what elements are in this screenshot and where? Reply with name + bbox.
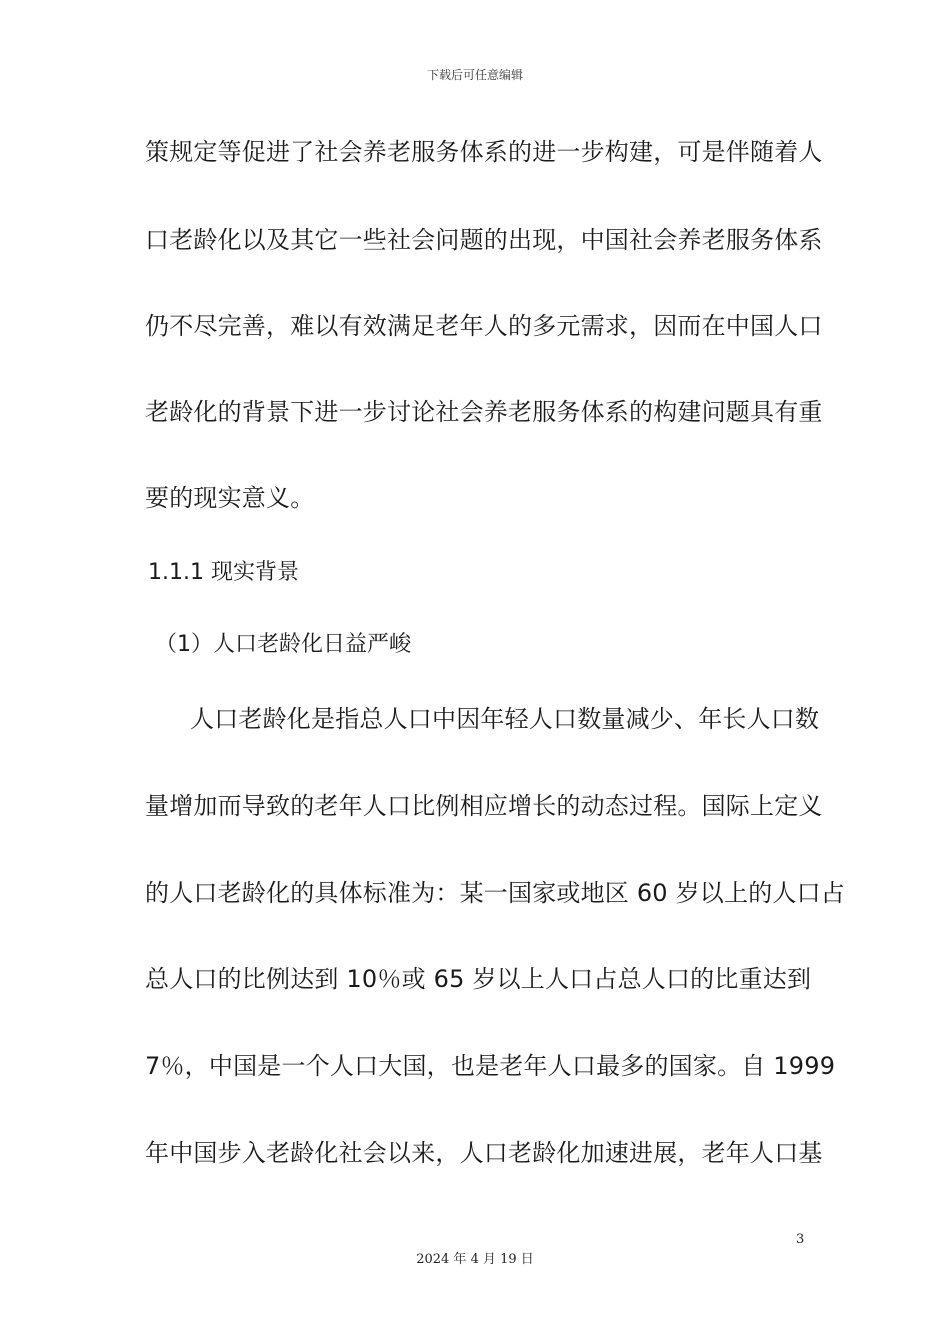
item-heading: （1）人口老龄化日益严峻 bbox=[155, 632, 411, 657]
page-number: 3 bbox=[796, 1232, 805, 1247]
paragraph-line: 7％，中国是一个人口大国，也是老年人口最多的国家。自 1999 bbox=[145, 1052, 836, 1080]
paragraph-line: 仍不尽完善，难以有效满足老年人的多元需求，因而在中国人口 bbox=[145, 312, 823, 340]
paragraph-line: 口老龄化以及其它一些社会问题的出现，中国社会养老服务体系 bbox=[145, 226, 823, 254]
paragraph-line: 的人口老龄化的具体标准为：某一国家或地区 60 岁以上的人口占 bbox=[145, 879, 845, 907]
paragraph-line: 老龄化的背景下进一步讨论社会养老服务体系的构建问题具有重 bbox=[145, 398, 823, 426]
paragraph-line: 量增加而导致的老年人口比例相应增长的动态过程。国际上定义 bbox=[145, 792, 823, 820]
footer-date: 2024 年 4 月 19 日 bbox=[416, 1252, 534, 1267]
paragraph-line: 人口老龄化是指总人口中因年轻人口数量减少、年长人口数 bbox=[190, 705, 820, 733]
paragraph-line: 总人口的比例达到 10％或 65 岁以上人口占总人口的比重达到 bbox=[145, 965, 812, 993]
paragraph-line: 策规定等促进了社会养老服务体系的进一步构建，可是伴随着人 bbox=[145, 138, 823, 166]
section-subheading: 1.1.1 现实背景 bbox=[148, 560, 299, 585]
header-note: 下载后可任意编辑 bbox=[426, 68, 523, 82]
paragraph-line: 年中国步入老龄化社会以来，人口老龄化加速进展，老年人口基 bbox=[145, 1139, 823, 1167]
paragraph-line: 要的现实意义。 bbox=[145, 484, 315, 512]
